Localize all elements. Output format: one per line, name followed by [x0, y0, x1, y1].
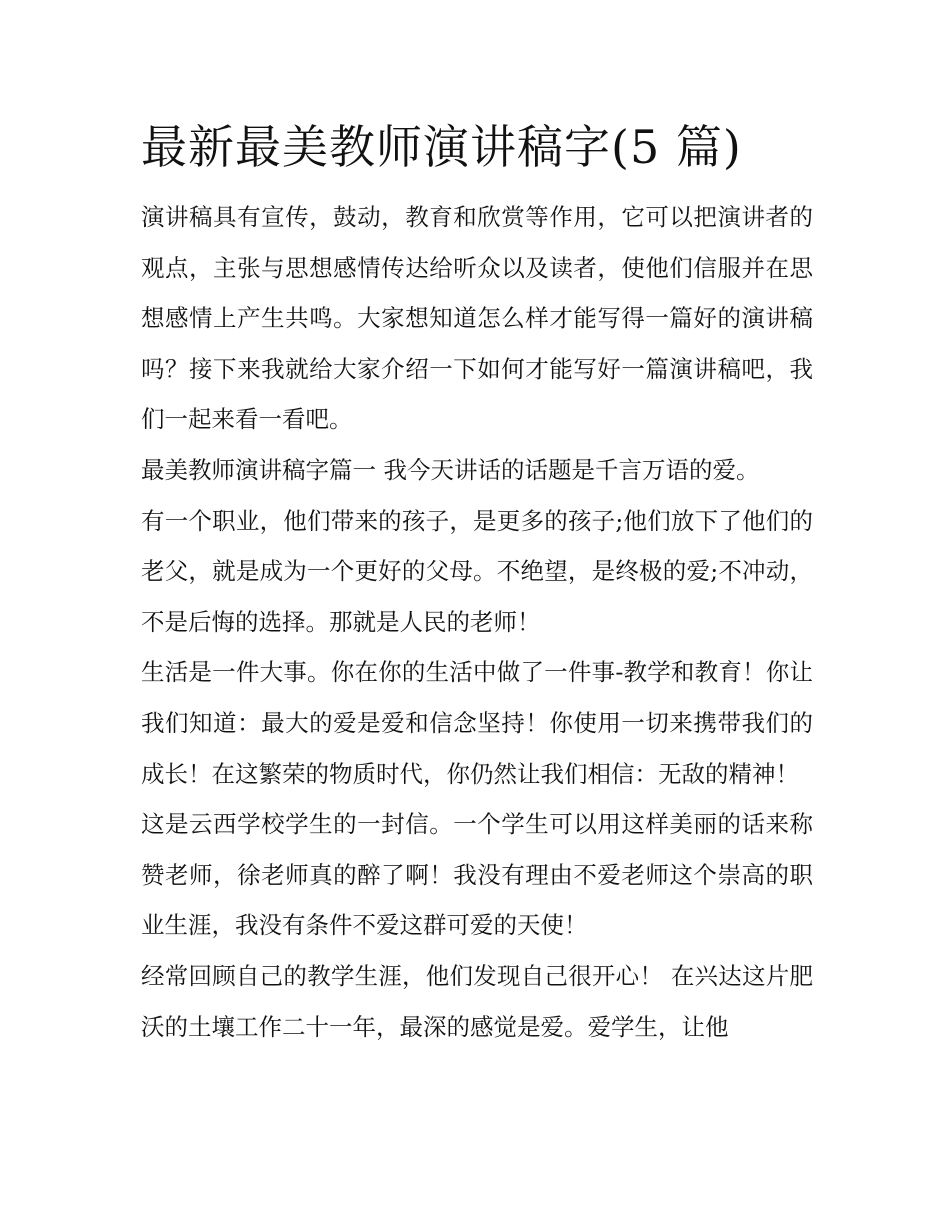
paragraph-profession: 有一个职业，他们带来的孩子，是更多的孩子;他们放下了他们的老父，就是成为一个更好的父母。不绝望，是终极的爱;不冲动，不是后悔的选择。那就是人民的老师！ [141, 506, 813, 636]
document-body [141, 118, 813, 1052]
paragraph-letter: 这是云西学校学生的一封信。一个学生可以用这样美丽的话来称赞老师，徐老师真的醉了啊！我没有理由不爱老师这个崇高的职业生涯，我没有条件不爱这群可爱的天使！ [141, 810, 813, 940]
paragraph-life: 生活是一件大事。你在你的生活中做了一件事-教学和教育！你让我们知道：最大的爱是爱和信念坚持！你使用一切来携带我们的成长！在这繁荣的物质时代，你仍然让我们相信：无敌的精神！ [141, 658, 813, 788]
paragraph-section-one-heading: 最美教师演讲稿字篇一 我今天讲话的话题是千言万语的爱。 [141, 455, 760, 484]
paragraph-career: 经常回顾自己的教学生涯，他们发现自己很开心！ 在兴达这片肥沃的土壤工作二十一年，最深的感觉是爱。爱学生，让他 [141, 961, 813, 1041]
paragraph-intro: 演讲稿具有宣传，鼓动，教育和欣赏等作用，它可以把演讲者的观点，主张与思想感情传达给听众以及读者，使他们信服并在思想感情上产生共鸣。大家想知道怎么样才能写得一篇好的演讲稿吗？接下来我就给大家介绍一下如何才能写好一篇演讲稿吧，我们一起来看一看吧。 [141, 203, 813, 434]
document-title: 最新最美教师演讲稿字(5 篇) [141, 120, 742, 174]
